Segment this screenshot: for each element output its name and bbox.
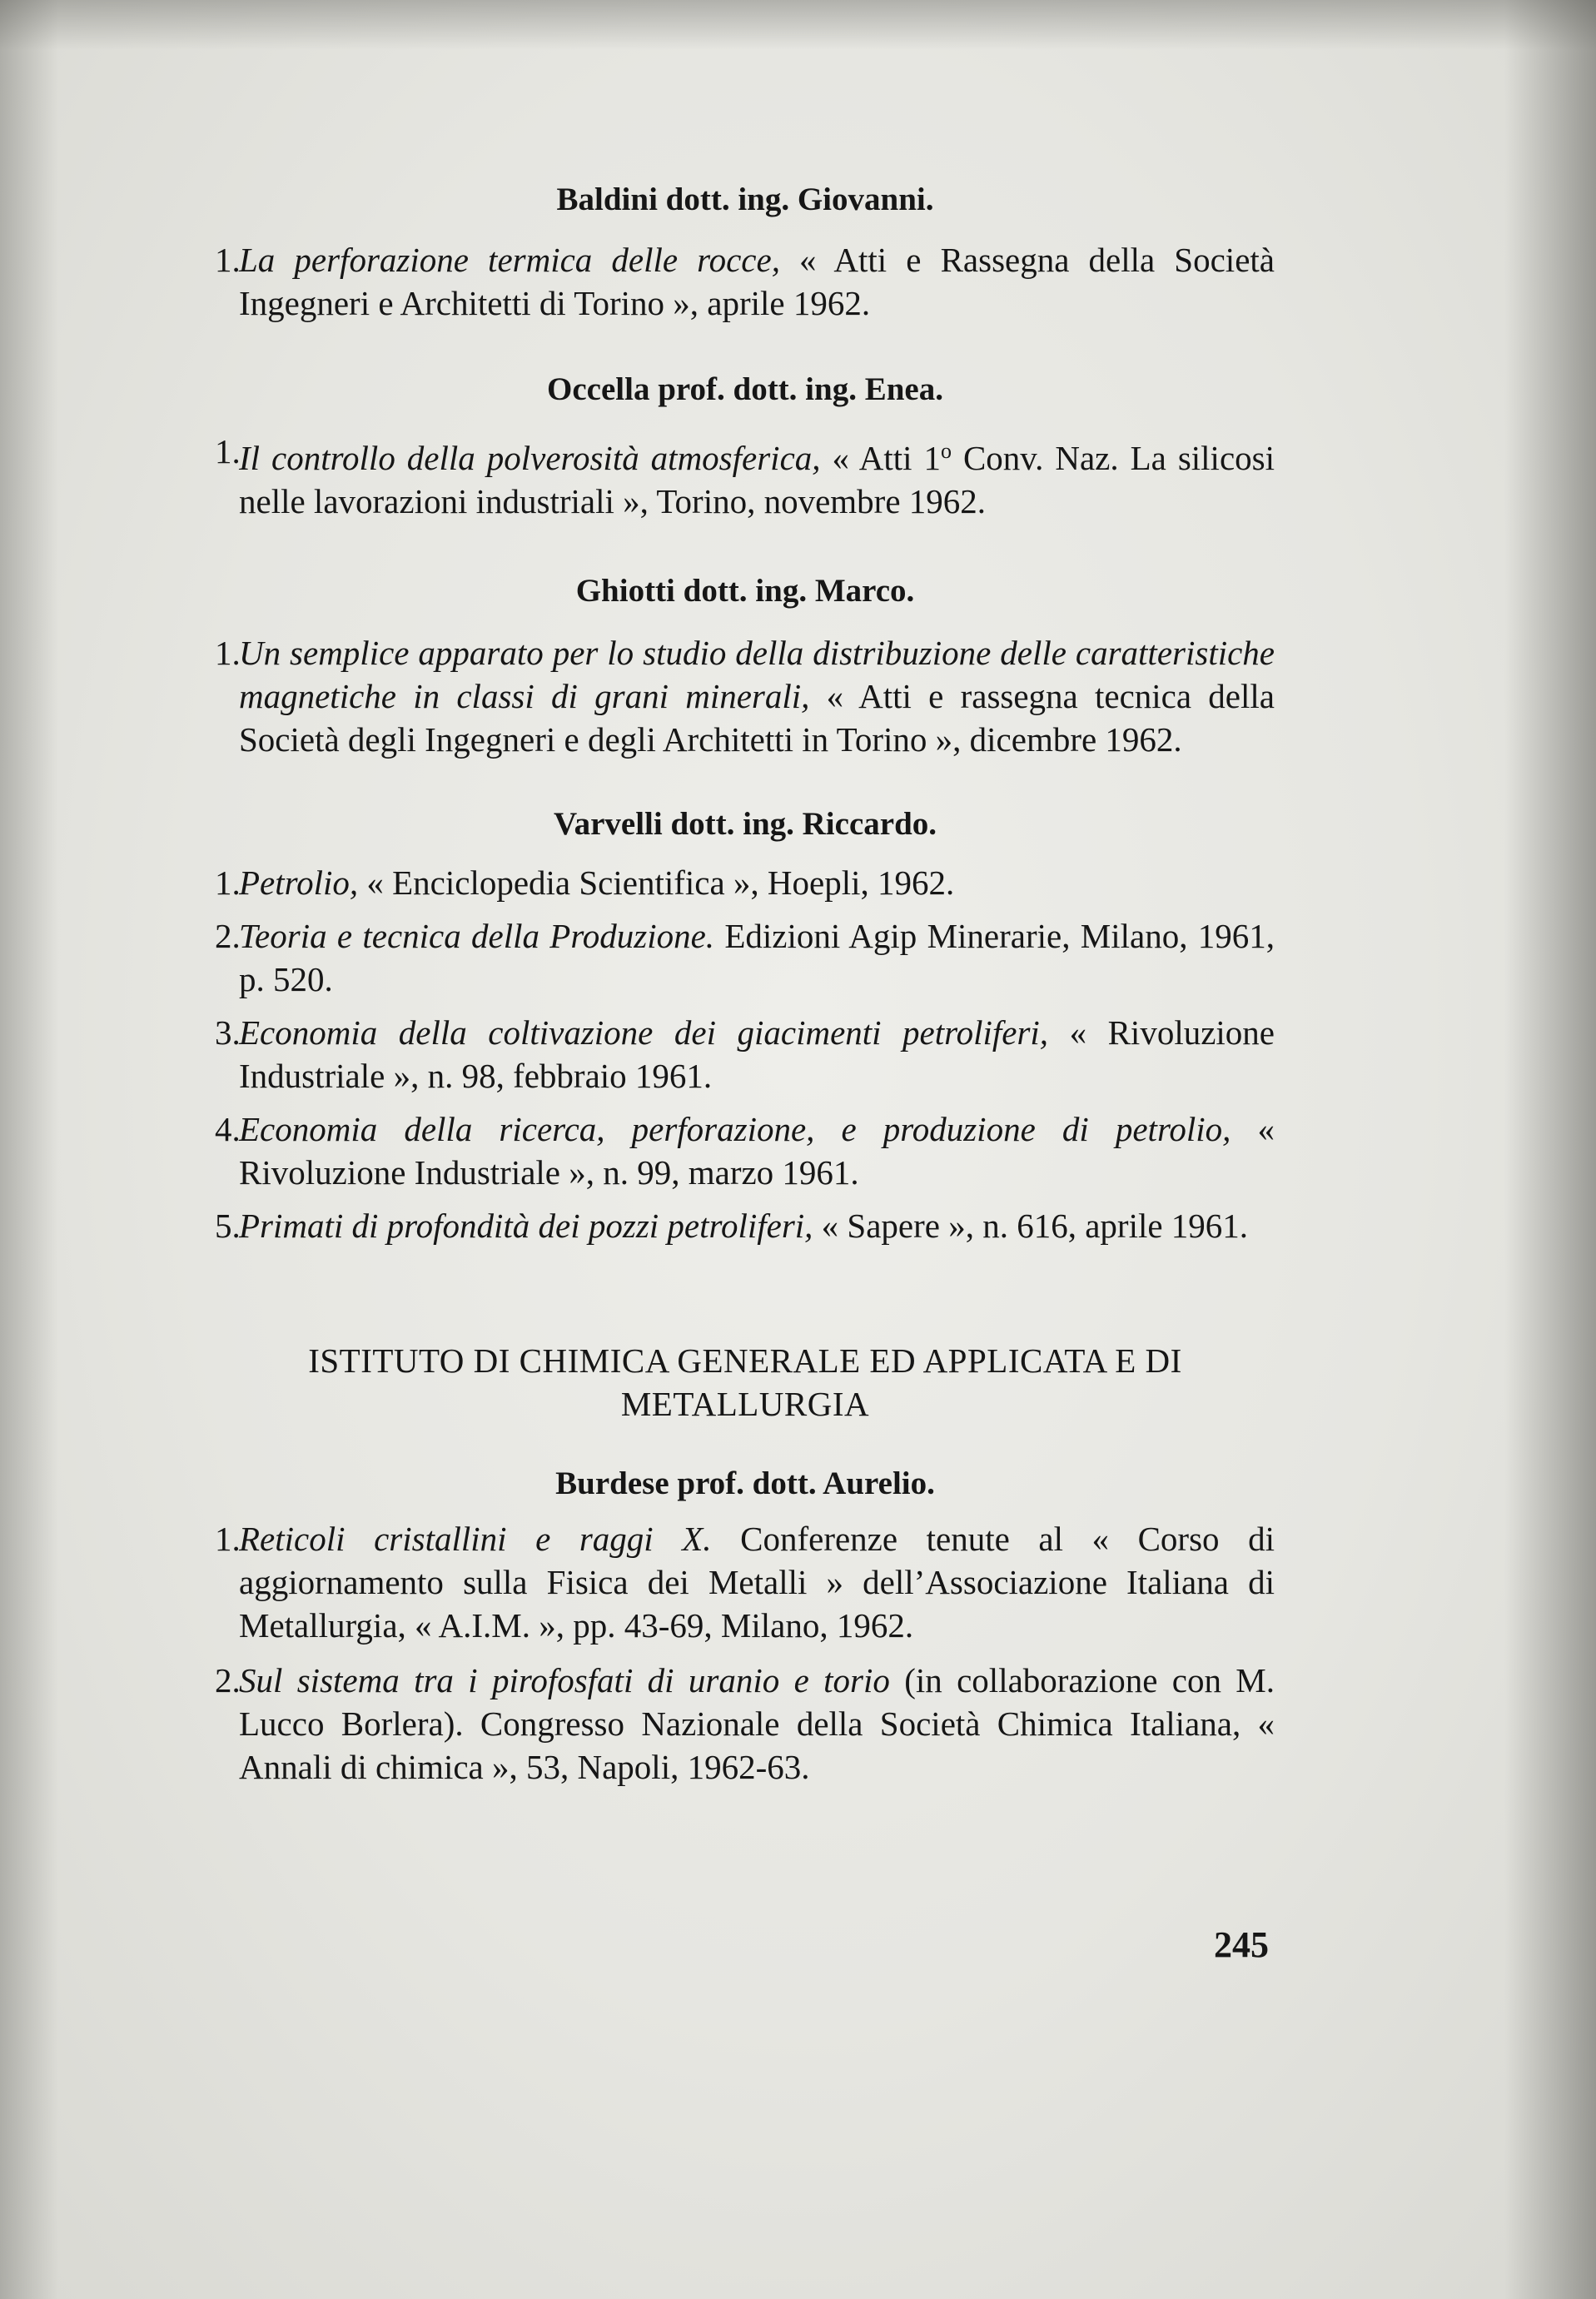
entry-title: Il controllo della polverosità atmosferica, [239, 439, 821, 477]
entry-details: « Rivoluzione Industriale », n. 98, febbraio 1961. [239, 1013, 1275, 1095]
page-left-shadow [0, 0, 58, 2299]
bibliography-entry [216, 1517, 1275, 1647]
entry-number: 4. [215, 1110, 241, 1148]
author-heading: Varvelli dott. ing. Riccardo. [553, 806, 937, 842]
entry-title: Economia della ricerca, perforazione, e produzione di petrolio, [239, 1110, 1231, 1148]
author-heading: Burdese prof. dott. Aurelio. [555, 1465, 935, 1501]
bibliography-entry [216, 430, 1275, 523]
entry-title: La perforazione termica delle rocce, [239, 241, 780, 279]
entry-details: Edizioni Agip Minerarie, Milano, 1961, p. 520. [239, 917, 1275, 998]
bibliography-entry [216, 1011, 1275, 1097]
entry-details: « Enciclopedia Scientifica », Hoepli, 1962. [358, 863, 955, 902]
entry-details: Conferenze tenute al « Corso di aggiornamento sulla Fisica dei Metalli » dell’Associazione Italiana di Metallurgia, « A.I.M. », pp. 43-69, Milano, 1962. [239, 1520, 1275, 1645]
entry-details: « Atti e Rassegna della Società Ingegneri e Architetti di Torino », aprile 1962. [239, 241, 1275, 322]
page-top-shadow [0, 0, 1596, 50]
entry-title: Un semplice apparato per lo studio della distribuzione delle caratteristiche magnetiche in classi di grani minerali, [239, 634, 1275, 715]
entry-number: 5. [215, 1207, 241, 1245]
entry-details: (in collaborazione con M. Lucco Borlera). Congresso Nazionale della Società Chimica Italiana, « Annali di chimica », 53, Napoli, 1962-63. [239, 1661, 1275, 1786]
author-heading: Occella prof. dott. ing. Enea. [547, 371, 943, 407]
bibliography-entry [216, 1107, 1275, 1194]
bibliography-entry [216, 861, 1275, 904]
page-number: 245 [1214, 1924, 1269, 1965]
entry-details-start: « Atti 1 [820, 439, 941, 477]
entry-number: 2. [215, 1661, 241, 1699]
bibliography-entry [216, 1204, 1275, 1247]
entry-title: Economia della coltivazione dei giacimenti petroliferi, [239, 1013, 1049, 1052]
entry-number: 3. [215, 1013, 241, 1052]
author-heading: Baldini dott. ing. Giovanni. [556, 182, 934, 217]
entry-title: Petrolio, [239, 863, 359, 902]
institute-section-title: ISTITUTO DI CHIMICA GENERALE ED APPLICATA E DI METALLURGIA [308, 1341, 1182, 1423]
entry-number: 1. [215, 634, 241, 672]
entry-number: 2. [215, 917, 241, 955]
entry-details: « Atti e rassegna tecnica della Società degli Ingegneri e degli Architetti in Torino », dicembre 1962. [239, 677, 1275, 759]
entry-number: 1. [215, 863, 241, 902]
entry-title: Primati di profondità dei pozzi petroliferi, [239, 1207, 813, 1245]
entry-details: « Rivoluzione Industriale », n. 99, marzo 1961. [239, 1110, 1275, 1192]
entry-number: 1. [215, 241, 241, 279]
bibliography-entry [216, 238, 1275, 325]
entry-details: « Sapere », n. 616, aprile 1961. [813, 1207, 1249, 1245]
entry-number: 1. [215, 1520, 241, 1558]
bibliography-entry [216, 631, 1275, 761]
entry-title: Teoria e tecnica della Produzione. [239, 917, 715, 955]
page-content [216, 178, 1275, 1789]
bibliography-entry [216, 1659, 1275, 1789]
bibliography-entry [216, 914, 1275, 1001]
entry-number: 1. [215, 432, 241, 470]
ordinal-superscript: o [940, 439, 952, 463]
entry-details: Conv. Naz. La silicosi nelle lavorazioni industriali », Torino, novembre 1962. [239, 439, 1275, 520]
entry-title: Sul sistema tra i pirofosfati di uranio e torio [239, 1661, 890, 1699]
entry-title: Reticoli cristallini e raggi X. [239, 1520, 712, 1558]
author-heading: Ghiotti dott. ing. Marco. [575, 573, 915, 609]
page-right-shadow [1504, 0, 1596, 2299]
